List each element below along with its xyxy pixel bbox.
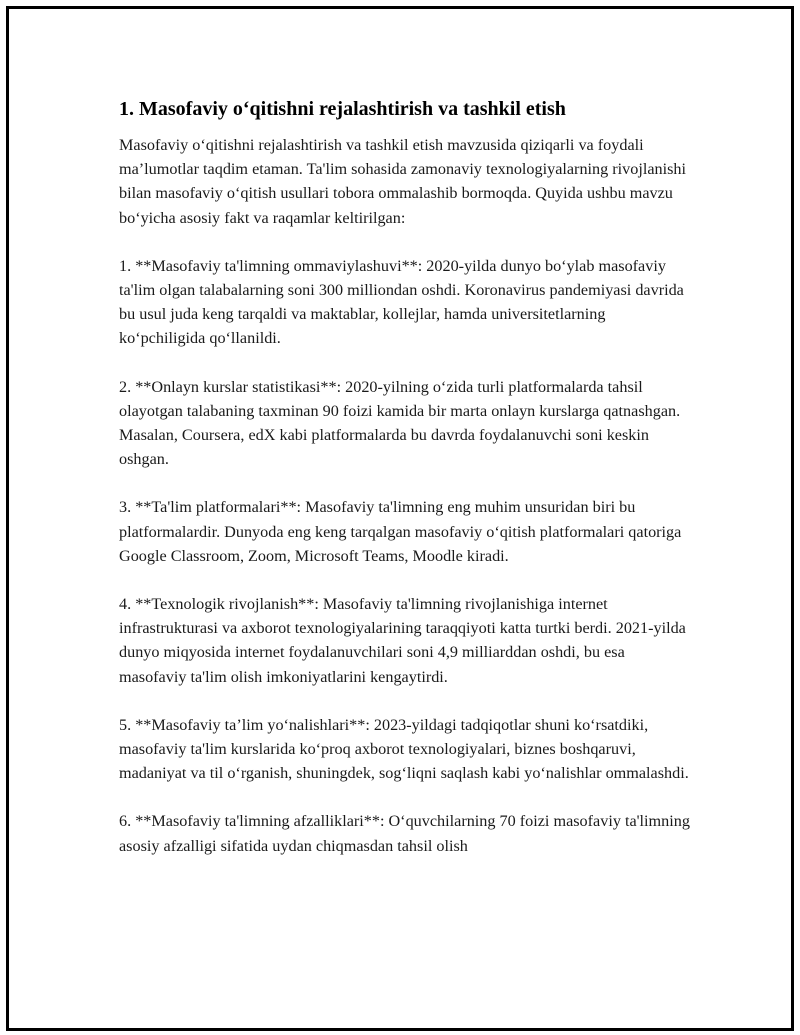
fact-paragraph-3: 3. **Ta'lim platformalari**: Masofaviy ta'limning eng muhim unsuridan biri bu platformalardir. Dunyoda eng keng tarqalgan masofaviy oʻqitish platformalari qatoriga Google Classroom, Zoom, Microsoft Teams, Moodle kiradi.	[119, 498, 682, 565]
document-content	[119, 95, 691, 882]
fact-paragraph-2: 2. **Onlayn kurslar statistikasi**: 2020-yilning oʻzida turli platformalarda tahsil olayotgan talabaning taxminan 90 foizi kamida bir marta onlayn kurslarga qatnashgan. Masalan, Coursera, edX kabi platformalarda bu davrda foydalanuvchi soni keskin oshgan.	[119, 377, 681, 469]
fact-paragraph-6: 6. **Masofaviy ta'limning afzalliklari**: Oʻquvchilarning 70 foizi masofaviy ta'limning asosiy afzalligi sifatida uydan chiqmasdan tahsil olish	[119, 812, 690, 855]
intro-paragraph: Masofaviy oʻqitishni rejalashtirish va tashkil etish mavzusida qiziqarli va foydali maʼlumotlar taqdim etaman. Ta'lim sohasida zamonaviy texnologiyalarning rivojlanishi bilan masofaviy oʻqitish usullari tobora ommalashib bormoqda. Quyida ushbu mavzu boʻyicha asosiy fakt va raqamlar keltirilgan:	[119, 136, 687, 227]
fact-paragraph-4: 4. **Texnologik rivojlanish**: Masofaviy ta'limning rivojlanishiga internet infrastrukturasi va axborot texnologiyalarining taraqqiyoti katta turtki berdi. 2021-yilda dunyo miqyosida internet foydalanuvchilari soni 4,9 milliarddan oshdi, bu esa masofaviy ta'lim olish imkoniyatlarini kengaytirdi.	[119, 595, 686, 686]
fact-paragraph-1: 1. **Masofaviy ta'limning ommaviylashuvi**: 2020-yilda dunyo boʻylab masofaviy ta'lim olgan talabalarning soni 300 milliondan oshdi. Koronavirus pandemiyasi davrida bu usul juda keng tarqaldi va maktablar, kollejlar, hamda universitetlarning koʻpchiligida qoʻllanildi.	[119, 256, 684, 348]
fact-paragraph-5: 5. **Masofaviy taʼlim yoʻnalishlari**: 2023-yildagi tadqiqotlar shuni koʻrsatdiki, masofaviy ta'lim kurslarida koʻproq axborot texnologiyalari, biznes boshqaruvi, madaniyat va til oʻrganish, shuningdek, sogʻliqni saqlash kabi yoʻnalishlar ommalashdi.	[119, 715, 689, 783]
page-frame	[6, 6, 794, 1031]
section-heading: 1. Masofaviy oʻqitishni rejalashtirish va tashkil etish	[119, 98, 566, 120]
